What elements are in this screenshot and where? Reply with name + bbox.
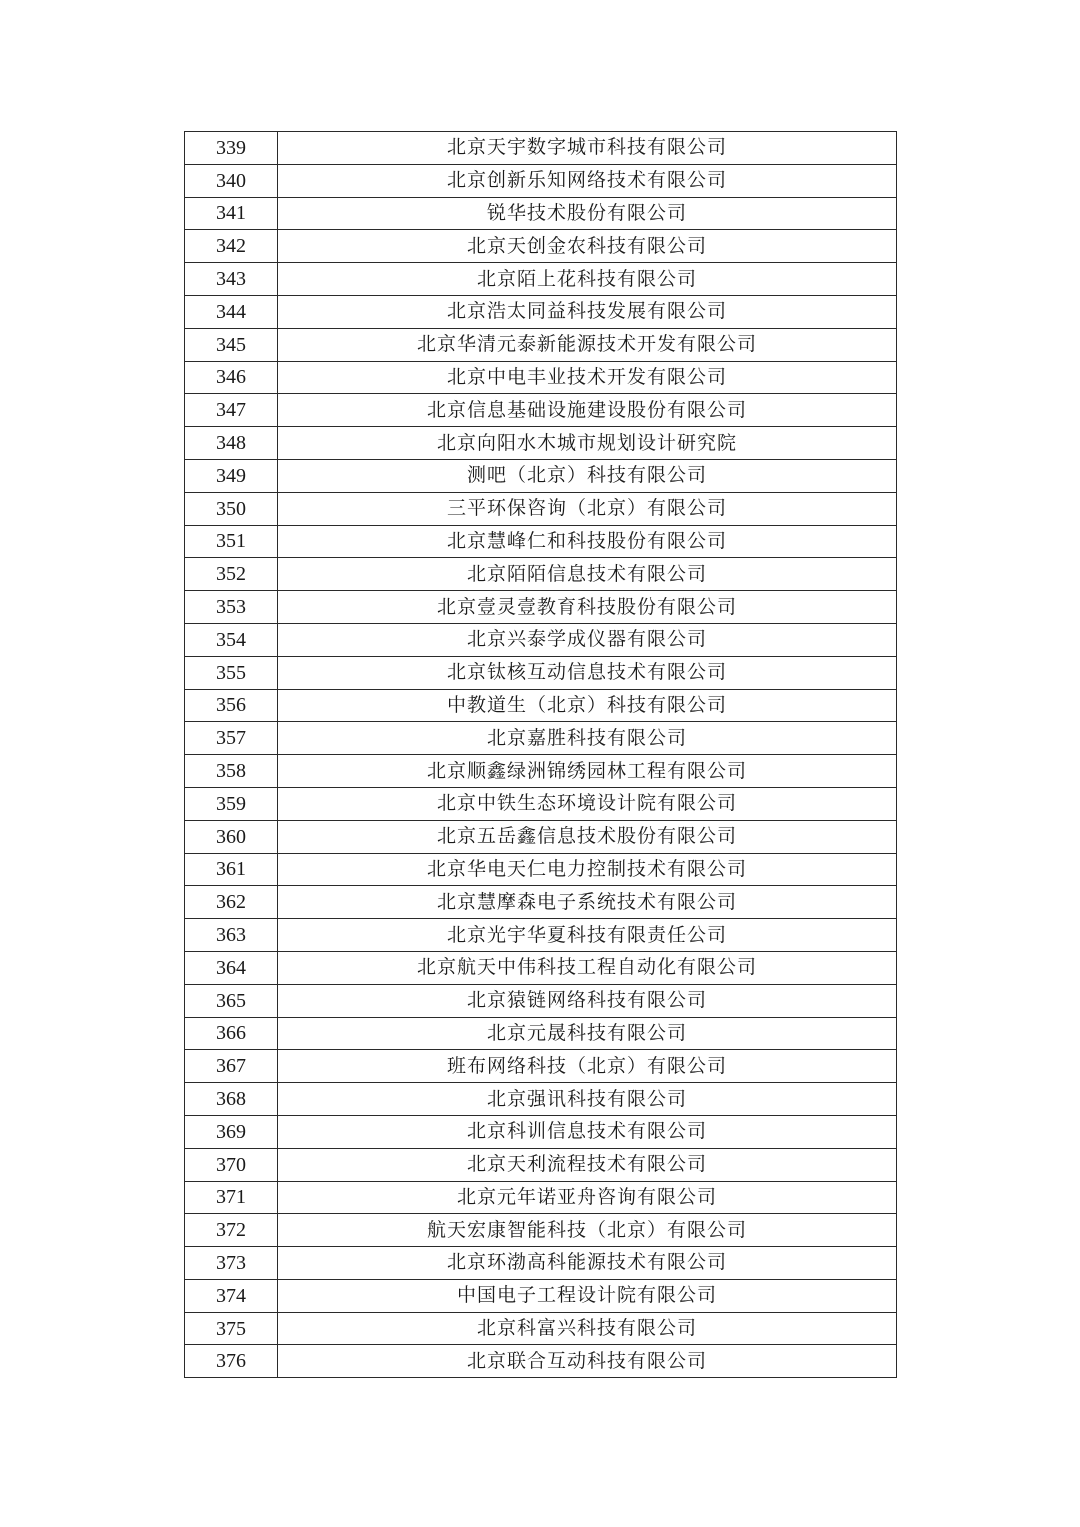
row-number-cell: 365 bbox=[185, 984, 278, 1017]
company-name-cell: 北京向阳水木城市规划设计研究院 bbox=[278, 427, 897, 460]
row-number-cell: 364 bbox=[185, 951, 278, 984]
table-row bbox=[185, 558, 897, 591]
table-row bbox=[185, 623, 897, 656]
company-name-cell: 北京元年诺亚舟咨询有限公司 bbox=[278, 1181, 897, 1214]
table-row bbox=[185, 722, 897, 755]
row-number-cell: 353 bbox=[185, 591, 278, 624]
company-name-cell: 北京光宇华夏科技有限责任公司 bbox=[278, 919, 897, 952]
table-row bbox=[185, 1115, 897, 1148]
company-name-cell: 中国电子工程设计院有限公司 bbox=[278, 1279, 897, 1312]
table-row bbox=[185, 886, 897, 919]
table-row bbox=[185, 1312, 897, 1345]
row-number-cell: 352 bbox=[185, 558, 278, 591]
row-number-cell: 376 bbox=[185, 1345, 278, 1378]
table-row bbox=[185, 492, 897, 525]
row-number-cell: 371 bbox=[185, 1181, 278, 1214]
company-name-cell: 北京陌陌信息技术有限公司 bbox=[278, 558, 897, 591]
table-row bbox=[185, 1083, 897, 1116]
company-name-cell: 航天宏康智能科技（北京）有限公司 bbox=[278, 1214, 897, 1247]
table-row bbox=[185, 1214, 897, 1247]
row-number-cell: 355 bbox=[185, 656, 278, 689]
company-name-cell: 中教道生（北京）科技有限公司 bbox=[278, 689, 897, 722]
company-name-cell: 班布网络科技（北京）有限公司 bbox=[278, 1050, 897, 1083]
company-name-cell: 北京浩太同益科技发展有限公司 bbox=[278, 295, 897, 328]
row-number-cell: 358 bbox=[185, 755, 278, 788]
row-number-cell: 375 bbox=[185, 1312, 278, 1345]
company-name-cell: 测吧（北京）科技有限公司 bbox=[278, 459, 897, 492]
table-row bbox=[185, 951, 897, 984]
row-number-cell: 341 bbox=[185, 197, 278, 230]
row-number-cell: 356 bbox=[185, 689, 278, 722]
row-number-cell: 372 bbox=[185, 1214, 278, 1247]
table-row bbox=[185, 853, 897, 886]
table-body bbox=[185, 132, 897, 1378]
company-name-cell: 北京钛核互动信息技术有限公司 bbox=[278, 656, 897, 689]
row-number-cell: 340 bbox=[185, 164, 278, 197]
table-row bbox=[185, 1050, 897, 1083]
company-name-cell: 北京慧峰仁和科技股份有限公司 bbox=[278, 525, 897, 558]
table-row bbox=[185, 1181, 897, 1214]
table-row bbox=[185, 1345, 897, 1378]
company-list-table bbox=[184, 131, 897, 1378]
row-number-cell: 374 bbox=[185, 1279, 278, 1312]
table-row bbox=[185, 820, 897, 853]
company-name-cell: 北京科富兴科技有限公司 bbox=[278, 1312, 897, 1345]
table-row bbox=[185, 394, 897, 427]
table-row bbox=[185, 919, 897, 952]
company-name-cell: 北京创新乐知网络技术有限公司 bbox=[278, 164, 897, 197]
row-number-cell: 359 bbox=[185, 787, 278, 820]
company-name-cell: 北京陌上花科技有限公司 bbox=[278, 263, 897, 296]
company-name-cell: 北京天利流程技术有限公司 bbox=[278, 1148, 897, 1181]
company-name-cell: 北京壹灵壹教育科技股份有限公司 bbox=[278, 591, 897, 624]
table-row bbox=[185, 1279, 897, 1312]
company-name-cell: 锐华技术股份有限公司 bbox=[278, 197, 897, 230]
row-number-cell: 357 bbox=[185, 722, 278, 755]
company-name-cell: 北京信息基础设施建设股份有限公司 bbox=[278, 394, 897, 427]
row-number-cell: 354 bbox=[185, 623, 278, 656]
table-row bbox=[185, 787, 897, 820]
table-row bbox=[185, 1017, 897, 1050]
company-name-cell: 北京元晟科技有限公司 bbox=[278, 1017, 897, 1050]
row-number-cell: 370 bbox=[185, 1148, 278, 1181]
company-name-cell: 北京环渤高科能源技术有限公司 bbox=[278, 1247, 897, 1280]
table-row bbox=[185, 984, 897, 1017]
table-row bbox=[185, 132, 897, 165]
row-number-cell: 346 bbox=[185, 361, 278, 394]
company-name-cell: 北京科训信息技术有限公司 bbox=[278, 1115, 897, 1148]
row-number-cell: 368 bbox=[185, 1083, 278, 1116]
row-number-cell: 361 bbox=[185, 853, 278, 886]
company-name-cell: 北京慧摩森电子系统技术有限公司 bbox=[278, 886, 897, 919]
table-row bbox=[185, 230, 897, 263]
company-name-cell: 北京猿链网络科技有限公司 bbox=[278, 984, 897, 1017]
company-name-cell: 三平环保咨询（北京）有限公司 bbox=[278, 492, 897, 525]
table-row bbox=[185, 328, 897, 361]
table-row bbox=[185, 755, 897, 788]
row-number-cell: 345 bbox=[185, 328, 278, 361]
company-name-cell: 北京嘉胜科技有限公司 bbox=[278, 722, 897, 755]
table-row bbox=[185, 427, 897, 460]
company-name-cell: 北京中铁生态环境设计院有限公司 bbox=[278, 787, 897, 820]
row-number-cell: 373 bbox=[185, 1247, 278, 1280]
table-row bbox=[185, 689, 897, 722]
company-name-cell: 北京天宇数字城市科技有限公司 bbox=[278, 132, 897, 165]
row-number-cell: 343 bbox=[185, 263, 278, 296]
row-number-cell: 366 bbox=[185, 1017, 278, 1050]
row-number-cell: 350 bbox=[185, 492, 278, 525]
row-number-cell: 351 bbox=[185, 525, 278, 558]
company-name-cell: 北京航天中伟科技工程自动化有限公司 bbox=[278, 951, 897, 984]
company-name-cell: 北京中电丰业技术开发有限公司 bbox=[278, 361, 897, 394]
table-row bbox=[185, 459, 897, 492]
row-number-cell: 342 bbox=[185, 230, 278, 263]
table-row bbox=[185, 361, 897, 394]
table-row bbox=[185, 525, 897, 558]
row-number-cell: 339 bbox=[185, 132, 278, 165]
company-name-cell: 北京五岳鑫信息技术股份有限公司 bbox=[278, 820, 897, 853]
row-number-cell: 347 bbox=[185, 394, 278, 427]
company-name-cell: 北京天创金农科技有限公司 bbox=[278, 230, 897, 263]
table-row bbox=[185, 197, 897, 230]
row-number-cell: 363 bbox=[185, 919, 278, 952]
row-number-cell: 348 bbox=[185, 427, 278, 460]
table-row bbox=[185, 1247, 897, 1280]
table-row bbox=[185, 591, 897, 624]
company-name-cell: 北京顺鑫绿洲锦绣园林工程有限公司 bbox=[278, 755, 897, 788]
company-name-cell: 北京联合互动科技有限公司 bbox=[278, 1345, 897, 1378]
company-name-cell: 北京华电天仁电力控制技术有限公司 bbox=[278, 853, 897, 886]
row-number-cell: 360 bbox=[185, 820, 278, 853]
company-name-cell: 北京强讯科技有限公司 bbox=[278, 1083, 897, 1116]
row-number-cell: 344 bbox=[185, 295, 278, 328]
table-row bbox=[185, 263, 897, 296]
table-row bbox=[185, 656, 897, 689]
table-row bbox=[185, 164, 897, 197]
company-name-cell: 北京兴泰学成仪器有限公司 bbox=[278, 623, 897, 656]
row-number-cell: 369 bbox=[185, 1115, 278, 1148]
row-number-cell: 349 bbox=[185, 459, 278, 492]
company-name-cell: 北京华清元泰新能源技术开发有限公司 bbox=[278, 328, 897, 361]
row-number-cell: 367 bbox=[185, 1050, 278, 1083]
table-row bbox=[185, 1148, 897, 1181]
table-row bbox=[185, 295, 897, 328]
row-number-cell: 362 bbox=[185, 886, 278, 919]
